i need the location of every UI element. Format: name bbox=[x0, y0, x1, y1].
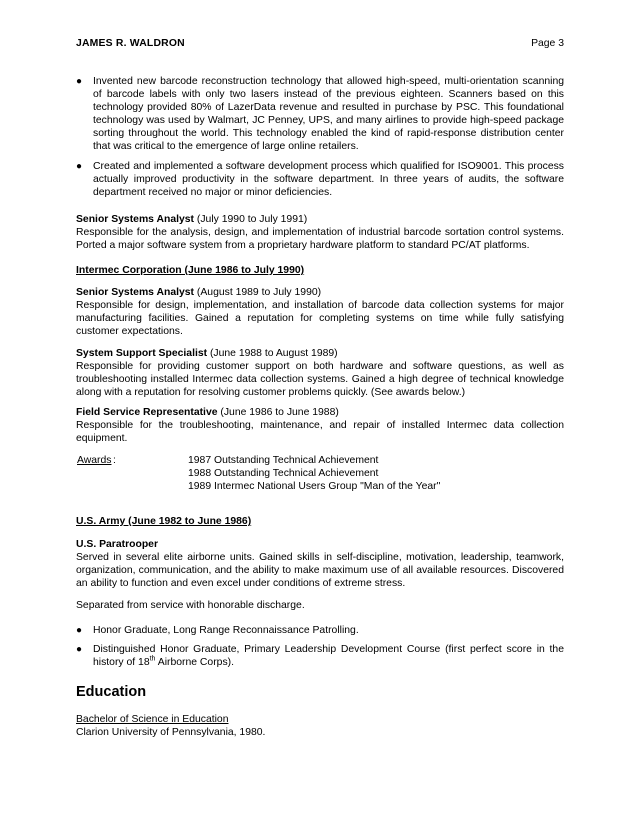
resume-name: JAMES R. WALDRON bbox=[76, 38, 185, 49]
job-description: Served in several elite airborne units. Gained skills in self-discipline, motivation, leadership, teamwork, organization, communication, and the ability to make maximum use of all available resources. Discovered an ability to function and even excel under conditions of extreme stress. bbox=[76, 552, 564, 589]
bullet-text: Created and implemented a software development process which qualified for ISO9001. This process actually improved productivity in the software department. In three years of audits, the software department received no major or minor deficiencies. bbox=[93, 161, 564, 198]
job-title: Field Service Representative bbox=[76, 407, 218, 418]
page-header bbox=[76, 37, 564, 51]
job-description: Responsible for the troubleshooting, maintenance, and repair of installed Intermec data collection equipment. bbox=[76, 420, 564, 444]
job-title: Senior Systems Analyst bbox=[76, 287, 195, 298]
bullet-icon: ● bbox=[76, 76, 83, 87]
bullet-text: Invented new barcode reconstruction technology that allowed high-speed, multi-orientation scanning of barcode labels with only two lasers instead of the previous eighteen. Scanners based on this technology provided 80% of LazerData revenue and resulted in purchase by PSC. This foundational technology was used by Walmart, JC Penney, UPS, and many airlines to provide high-speed package sorting throughout the world. This technology enabled the kind of rapid-response distribution center that was critical to the emergence of large online retailers. bbox=[93, 76, 564, 152]
employer-heading-intermec bbox=[76, 264, 564, 277]
bullet-text: Honor Graduate, Long Range Reconnaissance Patrolling. bbox=[93, 625, 359, 636]
job-system-support-specialist bbox=[76, 347, 564, 399]
award-item: 1988 Outstanding Technical Achievement bbox=[188, 468, 379, 479]
job-dates: (June 1986 to June 1988) bbox=[217, 407, 339, 418]
education-entry bbox=[76, 713, 564, 739]
bullet-icon: ● bbox=[76, 625, 83, 636]
job-title: Senior Systems Analyst bbox=[76, 214, 195, 225]
job-description: Responsible for providing customer support on both hardware and software questions, as well as troubleshooting installed Intermec data collection systems. Gained a high degree of technical knowledge along with a reputation for resolving customer problems quickly. (See awards below.) bbox=[76, 361, 564, 398]
page-number: Page 3 bbox=[531, 38, 564, 49]
job-us-paratrooper bbox=[76, 538, 564, 590]
awards-label-text: Awards bbox=[77, 455, 112, 466]
job-description: Responsible for design, implementation, and installation of barcode data collection systems for major manufacturing facilities. Gained a reputation for completing systems on time while fully satisfying customer expectations. bbox=[76, 300, 564, 337]
employer-heading: U.S. Army (June 1982 to June 1986) bbox=[76, 516, 252, 527]
awards-colon: : bbox=[113, 455, 116, 466]
ordinal-suffix: th bbox=[149, 655, 156, 663]
awards-section bbox=[76, 454, 564, 494]
job-senior-systems-analyst-lazerdata bbox=[76, 213, 564, 252]
bullet-text-end: Airborne Corps). bbox=[155, 657, 234, 668]
school: Clarion University of Pennsylvania, 1980. bbox=[76, 727, 266, 738]
job-title: System Support Specialist bbox=[76, 348, 208, 359]
job-title: U.S. Paratrooper bbox=[76, 539, 158, 550]
award-item: 1987 Outstanding Technical Achievement bbox=[188, 455, 379, 466]
job-dates: (August 1989 to July 1990) bbox=[194, 287, 322, 298]
employer-heading: Intermec Corporation (June 1986 to July 1990) bbox=[76, 265, 305, 276]
bullet-icon: ● bbox=[76, 161, 83, 172]
job-field-service-representative bbox=[76, 406, 564, 445]
awards-list bbox=[188, 454, 440, 493]
bullet-icon: ● bbox=[76, 644, 83, 655]
award-item: 1989 Intermec National Users Group "Man of the Year" bbox=[188, 481, 441, 492]
awards-label bbox=[77, 454, 111, 467]
job-description: Responsible for the analysis, design, and implementation of industrial barcode sortation control systems. Ported a major software system from a proprietary hardware platform to standard PC/AT platforms. bbox=[76, 227, 564, 251]
employer-heading-army bbox=[76, 515, 564, 528]
job-dates: (June 1988 to August 1989) bbox=[207, 348, 338, 359]
job-dates: (July 1990 to July 1991) bbox=[194, 214, 308, 225]
education-heading: Education bbox=[76, 684, 147, 700]
job-senior-systems-analyst-intermec bbox=[76, 286, 564, 338]
degree: Bachelor of Science in Education bbox=[76, 714, 229, 725]
bullet-text-main: Distinguished Honor Graduate, Primary Leadership Development Course (first perfect score in the history of 18 bbox=[93, 644, 564, 668]
bullet-text bbox=[93, 643, 564, 669]
separation-note: Separated from service with honorable discharge. bbox=[76, 600, 305, 611]
